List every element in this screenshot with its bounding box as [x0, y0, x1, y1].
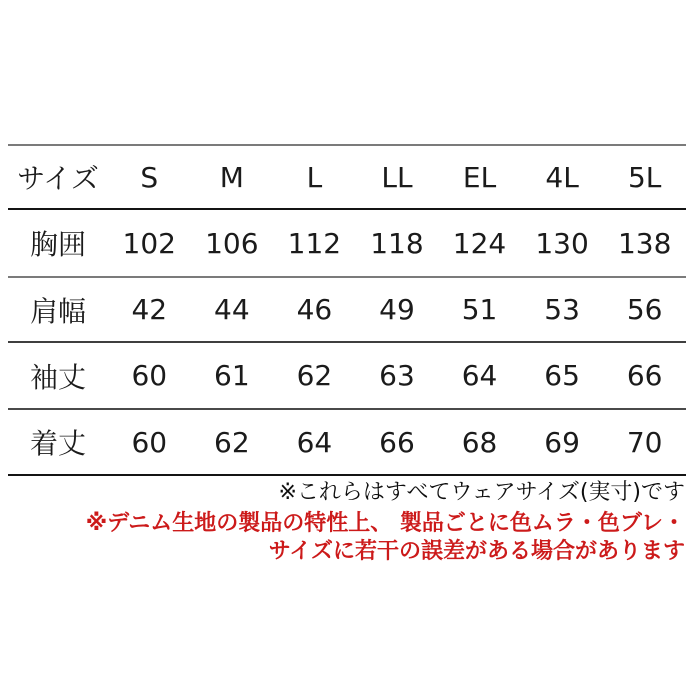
value-cell: 49: [379, 293, 415, 326]
value-cell: 65: [544, 359, 580, 392]
value-cell: 62: [296, 359, 333, 392]
value-cell: 56: [626, 293, 663, 326]
table-row: [8, 277, 686, 342]
table-body: [8, 209, 686, 475]
header-cell-size-label: サイズ: [17, 162, 99, 195]
value-cell: 106: [205, 226, 259, 260]
value-cell: 42: [131, 293, 168, 326]
row-label: 肩幅: [29, 294, 86, 328]
value-cell: 130: [535, 226, 589, 260]
header-cell: LL: [381, 160, 413, 194]
note-denim-warning: [0, 510, 685, 566]
value-cell: 53: [544, 293, 580, 326]
table-row: [8, 209, 686, 277]
value-cell: 138: [617, 226, 672, 260]
row-label: 胸囲: [29, 228, 86, 261]
value-cell: 124: [452, 226, 507, 260]
value-cell: 61: [214, 359, 250, 392]
value-cell: 112: [287, 226, 342, 260]
value-cell: 63: [379, 359, 415, 392]
note-denim-warning-line2: サイズに若干の誤差がある場合があります: [268, 539, 685, 564]
header-row: [8, 145, 686, 209]
value-cell: 64: [461, 359, 498, 392]
value-cell: 64: [296, 425, 333, 459]
value-cell: 118: [370, 226, 424, 260]
row-label: 袖丈: [29, 360, 86, 394]
note-denim-warning-line1: ※デニム生地の製品の特性上、 製品ごとに色ムラ・色ブレ・: [85, 511, 685, 536]
value-cell: 60: [131, 425, 168, 459]
row-label: 着丈: [29, 427, 86, 460]
size-table: [8, 144, 686, 476]
note-wear-size: ※これらはすべてウェアサイズ(実寸)です: [278, 480, 685, 505]
header-cell: S: [140, 160, 159, 194]
header-cell: M: [219, 160, 244, 194]
value-cell: 68: [461, 425, 498, 459]
value-cell: 102: [122, 226, 176, 260]
value-cell: 70: [626, 425, 663, 459]
header-cell: EL: [462, 160, 497, 194]
header-cell: 5L: [627, 160, 662, 194]
footnotes: [0, 480, 685, 566]
value-cell: 66: [626, 359, 663, 392]
size-table-wrap: [8, 144, 686, 476]
value-cell: 66: [379, 425, 415, 459]
value-cell: 69: [544, 425, 580, 459]
value-cell: 46: [296, 293, 333, 326]
value-cell: 44: [214, 293, 250, 326]
table-row: [8, 342, 686, 409]
header-cell: L: [306, 160, 323, 194]
value-cell: 51: [461, 293, 498, 326]
value-cell: 62: [214, 425, 250, 459]
value-cell: 60: [131, 359, 168, 392]
table-row: [8, 409, 686, 475]
header-cell: 4L: [545, 160, 579, 194]
